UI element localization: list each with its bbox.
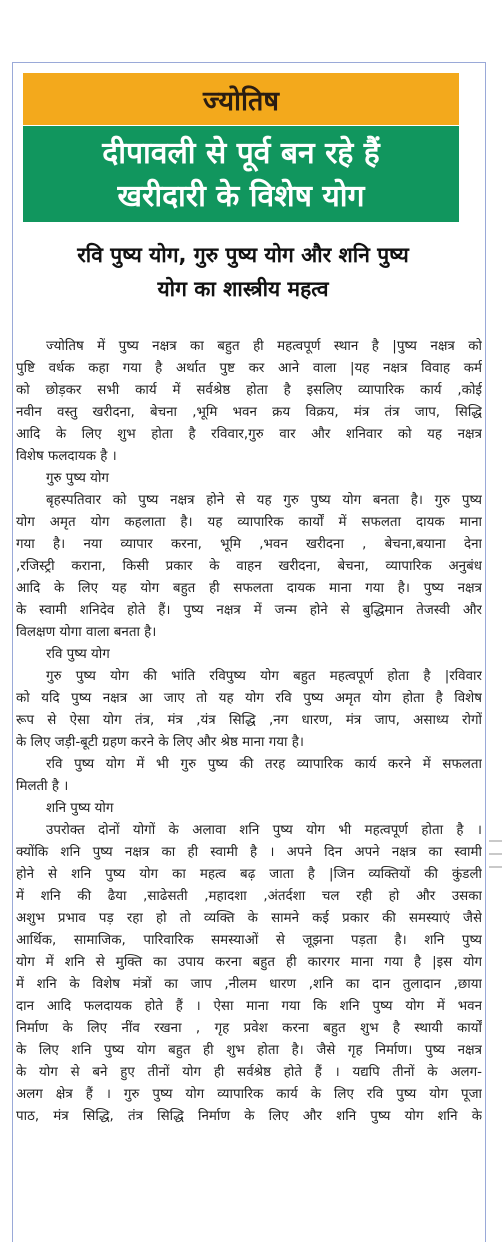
article-line: को छोड़कर सभी कार्य में सर्वश्रेष्ठ होता है इसलिए व्यापारिक कार्य ,कोई: [16, 383, 482, 398]
article-line: होने से शनि पुष्य योग का महत्व बढ़ जाता है |जिन व्यक्तियों की कुंडली: [16, 867, 482, 882]
article-line: उपरोक्त दोनों योगों के अलावा शनि पुष्य योग भी महत्वपूर्ण होता है ।: [46, 823, 482, 838]
article-line: अशुभ प्रभाव पड़ रहा हो तो व्यक्ति के सामने कई प्रकार की समस्याएं जैसे: [16, 911, 482, 926]
article-line: को यदि पुष्य नक्षत्र आ जाए तो यह योग रवि पुष्य अमृत योग होता है विशेष: [16, 691, 482, 706]
article-line: में शनि के विशेष मंत्रों का जाप ,नीलम धारण ,शनि का दान तुलादान ,छाया: [16, 977, 482, 992]
article-line: योग अमृत योग कहलाता है। यह व्यापारिक कार्यों में सफलता दायक माना: [16, 515, 482, 530]
side-menu-handle-icon[interactable]: [489, 840, 504, 868]
subheadline-line-2: योग का शास्त्रीय महत्व: [157, 277, 329, 301]
article-line: ज्योतिष में पुष्य नक्षत्र का बहुत ही महत्वपूर्ण स्थान है |पुष्य नक्षत्र को: [46, 339, 482, 354]
article-line: के योग से बने हुए तीनों योग ही सर्वश्रेष्ठ होते हैं । यद्यपि तीनों के अलग-: [16, 1065, 482, 1080]
article-line: रवि पुष्य योग में भी गुरु पुष्य की तरह व्यापारिक कार्य करने में सफलता: [46, 757, 482, 772]
headline: [23, 126, 459, 222]
article-line: आदि के लिए शुभ होता है रविवार,गुरु वार और शनिवार को यह नक्षत्र: [16, 427, 482, 442]
article-line: नवीन वस्तु खरीदना, बेचना ,भूमि भवन क्रय विक्रय, मंत्र तंत्र जाप, सिद्धि: [16, 405, 482, 420]
article-line: आदि के लिए यह योग बहुत ही सफलता दायक माना गया है। पुष्य नक्षत्र: [16, 581, 482, 596]
section-subheading: शनि पुष्य योग: [46, 801, 114, 816]
article-line: विलक्षण योगा वाला बनता है।: [16, 625, 157, 640]
article-line: रूप से ऐसा योग तंत्र, मंत्र ,यंत्र सिद्धि ,नग धारण, मंत्र जाप, असाध्य रोगों: [16, 713, 482, 728]
section-label: ज्योतिष: [202, 85, 280, 117]
article-body: [16, 336, 482, 1128]
article-line: के लिए जड़ी-बूटी ग्रहण करने के लिए और श्रेष्ठ माना गया है।: [16, 735, 304, 750]
section-header: [23, 73, 459, 125]
article-line: आर्थिक, सामाजिक, पारिवारिक समस्याओं से जूझना पड़ता है। शनि पुष्य: [16, 933, 482, 948]
headline-line-2: खरीदारी के विशेष योग: [117, 179, 365, 214]
article-line: बृहस्पतिवार को पुष्य नक्षत्र होने से यह गुरु पुष्य योग बनता है। गुरु पुष्य: [46, 493, 482, 508]
article-line: मिलती है ।: [16, 779, 69, 794]
article-line: निर्माण के लिए नींव रखना , गृह प्रवेश करना बहुत शुभ है स्थायी कार्यों: [16, 1021, 482, 1036]
article-line: गुरु पुष्य योग की भांति रविपुष्य योग बहुत महत्वपूर्ण होता है |रविवार: [46, 669, 482, 684]
article-line: पुष्टि वर्धक कहा गया है अर्थात पुष्ट कर आने वाला |यह नक्षत्र विवाह कर्म: [16, 361, 482, 376]
article-line: अलग क्षेत्र हैं । गुरु पुष्य योग व्यापारिक कार्य के लिए रवि पुष्य योग पूजा: [16, 1087, 482, 1102]
article-line: दान आदि फलदायक होते हैं । ऐसा माना गया कि शनि पुष्य योग में भवन: [16, 999, 482, 1014]
article-line: के स्वामी शनिदेव होते हैं। पुष्य नक्षत्र में जन्म होने से बुद्धिमान तेजस्वी और: [16, 603, 482, 618]
article-line: विशेष फलदायक है ।: [16, 449, 117, 464]
article-line: क्योंकि शनि पुष्य नक्षत्र का ही स्वामी है । अपने दिन अपने नक्षत्र का स्वामी: [16, 845, 482, 860]
article-line: योग में शनि से मुक्ति का उपाय करना बहुत ही कारगर माना गया है |इस योग: [16, 955, 482, 970]
article-line: गया है। नया व्यापार करना, भूमि ,भवन खरीदना , बेचना,बयाना देना: [16, 537, 482, 552]
article-line: पाठ, मंत्र सिद्धि, तंत्र सिद्धि निर्माण के लिए और शनि पुष्य योग शनि के: [16, 1109, 482, 1124]
headline-line-1: दीपावली से पूर्व बन रहे हैं: [102, 136, 380, 171]
top-strip: [0, 0, 504, 60]
section-subheading: रवि पुष्य योग: [46, 647, 110, 662]
subheadline: [20, 238, 466, 306]
article-line: के लिए शनि पुष्य योग बहुत ही शुभ होता है। जैसे गृह निर्माण। पुष्य नक्षत्र: [16, 1043, 482, 1058]
article-line: ,रजिस्ट्री कराना, किसी प्रकार के वाहन खरीदना, बेचना, व्यापारिक अनुबंध: [16, 559, 482, 574]
article-line: में शनि की ढैया ,साढेसती ,महादशा ,अंतर्दशा चल रही हो और उसका: [16, 889, 482, 904]
subheadline-line-1: रवि पुष्य योग, गुरु पुष्य योग और शनि पुष्य: [77, 243, 409, 267]
section-subheading: गुरु पुष्य योग: [46, 471, 109, 486]
